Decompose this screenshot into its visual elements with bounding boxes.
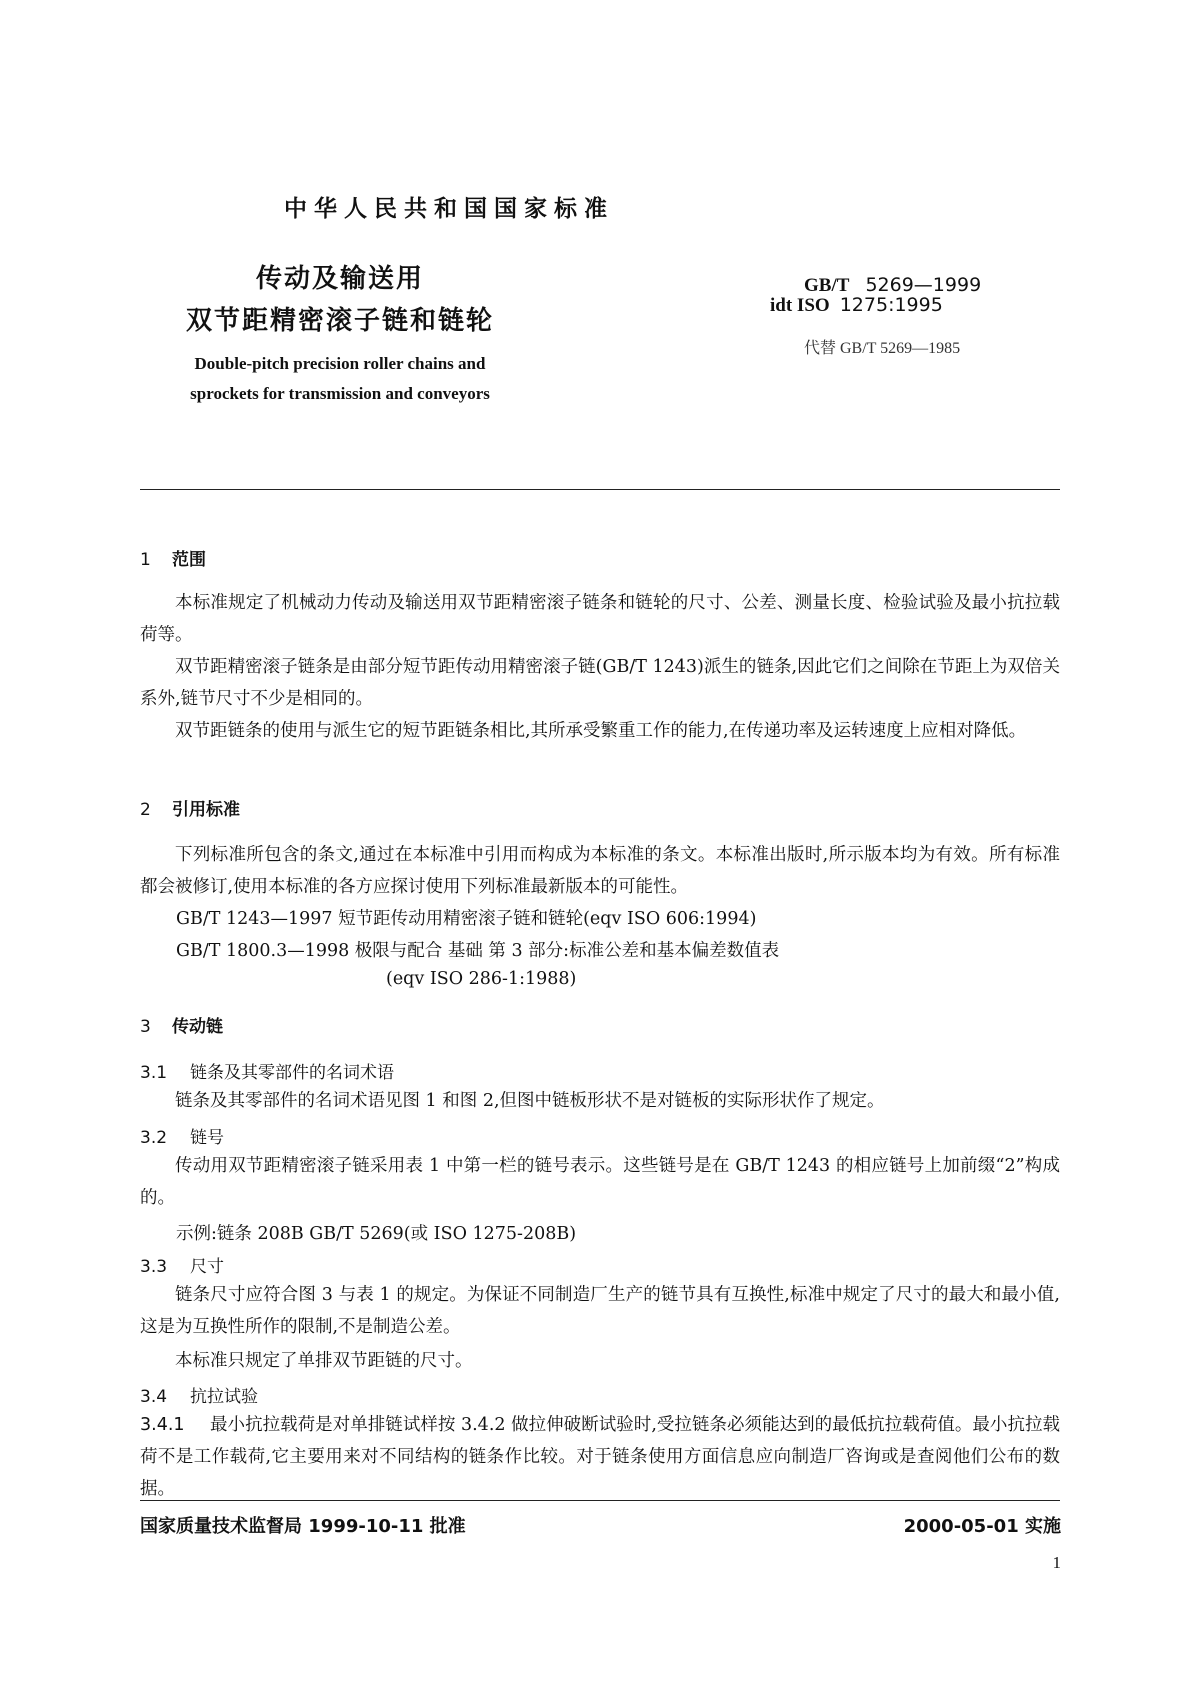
title-en-line1: Double-pitch precision roller chains and xyxy=(194,354,486,373)
reference-gbt1800-continued: (eqv ISO 286-1:1988) xyxy=(386,969,577,989)
idt-code xyxy=(770,294,943,317)
effective-date: 2000-05-01 实施 xyxy=(903,1516,1061,1537)
subsection-3-4-1-paragraph xyxy=(140,1409,1060,1505)
footer-divider xyxy=(140,1500,1060,1501)
section-number: 2 xyxy=(140,800,151,820)
subsection-number: 3.2 xyxy=(140,1128,168,1148)
subsection-3-3-paragraph-2: 本标准只规定了单排双节距链的尺寸。 xyxy=(175,1351,473,1371)
approval-note: 国家质量技术监督局 1999-10-11 批准 xyxy=(140,1516,466,1537)
subsection-title: 链号 xyxy=(190,1128,224,1148)
subsection-3-1-paragraph: 链条及其零部件的名词术语见图 1 和图 2,但图中链板形状不是对链板的实际形状作了规定。 xyxy=(175,1091,885,1111)
subsection-3-3-heading xyxy=(140,1252,224,1277)
subsection-number: 3.3 xyxy=(140,1257,168,1277)
national-standard-heading: 中华人民共和国国家标准 xyxy=(284,196,614,222)
section-2-heading xyxy=(140,795,240,820)
subsection-title: 尺寸 xyxy=(190,1257,224,1277)
header-divider xyxy=(140,489,1060,490)
chain-designation-example: 示例:链条 208B GB/T 5269(或 ISO 1275-208B) xyxy=(176,1224,577,1244)
subsection-3-4-heading xyxy=(140,1382,258,1407)
page-number: 1 xyxy=(1052,1553,1061,1572)
subsection-title: 抗拉试验 xyxy=(190,1387,258,1407)
replaces-note: 代替 GB/T 5269—1985 xyxy=(804,340,961,357)
section-title: 引用标准 xyxy=(172,800,240,820)
section-1-paragraph-2: 双节距精密滚子链条是由部分短节距传动用精密滚子链(GB/T 1243)派生的链条,因此它们之间除在节距上为双倍关系外,链节尺寸不少是相同的。 xyxy=(140,657,1060,709)
reference-gbt1800: GB/T 1800.3—1998 极限与配合 基础 第 3 部分:标准公差和基本偏差数值表 xyxy=(176,941,780,961)
section-2-paragraph-1: 下列标准所包含的条文,通过在本标准中引用而构成为本标准的条文。本标准出版时,所示版本均为有效。所有标准都会被修订,使用本标准的各方应探讨使用下列标准最新版本的可能性。 xyxy=(140,845,1060,897)
subsection-number: 3.4 xyxy=(140,1387,168,1407)
subsection-3-1-heading xyxy=(140,1058,394,1083)
standard-number: 5269—1999 xyxy=(865,274,982,296)
title-cn-line2: 双节距精密滚子链和链轮 xyxy=(185,306,494,336)
subsection-number: 3.1 xyxy=(140,1063,168,1083)
subsection-title: 链条及其零部件的名词术语 xyxy=(190,1063,394,1083)
title-en-line2: sprockets for transmission and conveyors xyxy=(190,384,490,403)
standard-prefix: GB/T xyxy=(804,275,850,296)
section-1-paragraph-3: 双节距链条的使用与派生它的短节距链条相比,其所承受繁重工作的能力,在传递功率及运转速度上应相对降低。 xyxy=(175,721,1027,741)
reference-gbt1243: GB/T 1243—1997 短节距传动用精密滚子链和链轮(eqv ISO 606:1994) xyxy=(176,909,757,929)
subsection-3-2-paragraph: 传动用双节距精密滚子链采用表 1 中第一栏的链号表示。这些链号是在 GB/T 1243 的相应链号上加前缀“2”构成的。 xyxy=(140,1156,1060,1208)
section-number: 3 xyxy=(140,1017,151,1037)
subsection-3-2-heading xyxy=(140,1123,224,1148)
section-1-paragraph-1: 本标准规定了机械动力传动及输送用双节距精密滚子链条和链轮的尺寸、公差、测量长度、检验试验及最小抗拉载荷等。 xyxy=(140,593,1060,645)
section-title: 范围 xyxy=(172,550,206,570)
section-title: 传动链 xyxy=(172,1017,223,1037)
subsection-3-3-paragraph-1: 链条尺寸应符合图 3 与表 1 的规定。为保证不同制造厂生产的链节具有互换性,标准中规定了尺寸的最大和最小值,这是为互换性所作的限制,不是制造公差。 xyxy=(140,1285,1060,1337)
subsection-number: 3.4.1 xyxy=(140,1415,185,1435)
section-1-heading xyxy=(140,545,206,570)
idt-prefix: idt ISO xyxy=(770,295,830,316)
section-3-heading xyxy=(140,1012,223,1037)
idt-number: 1275:1995 xyxy=(839,294,943,316)
section-number: 1 xyxy=(140,550,151,570)
subsection-text: 最小抗拉载荷是对单排链试样按 3.4.2 做拉伸破断试验时,受拉链条必须能达到的最低抗拉载荷值。最小抗拉载荷不是工作载荷,它主要用来对不同结构的链条作比较。对于链条使用方面信息应向制造厂咨询或是查阅他们公布的数据。 xyxy=(140,1415,1060,1499)
title-cn-line1: 传动及输送用 xyxy=(255,264,424,294)
